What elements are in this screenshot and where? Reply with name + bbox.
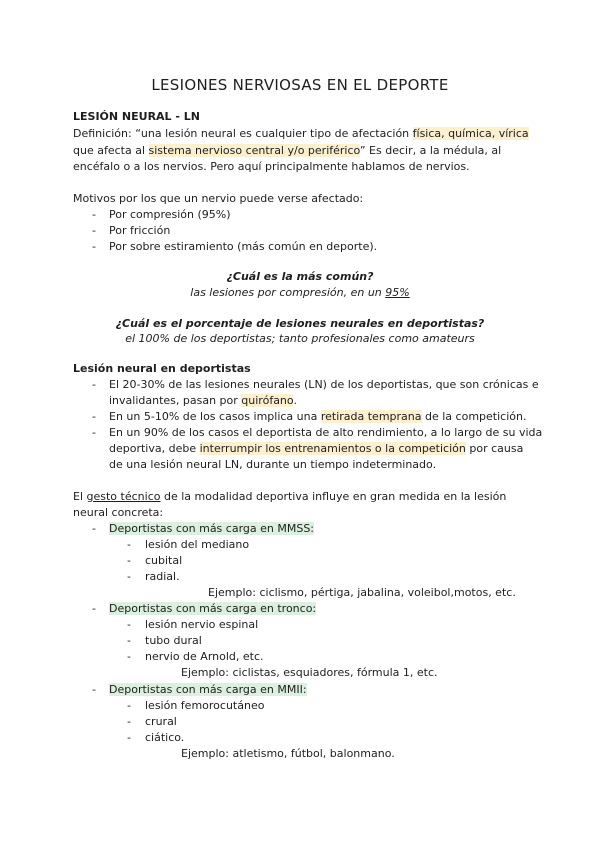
item-text: de la competición. <box>421 410 527 423</box>
bullet-dash: - <box>127 538 131 551</box>
highlight-text: interrumpir los entrenamientos o la competición <box>199 442 466 455</box>
question-2: ¿Cuál es el porcentaje de lesiones neurales en deportistas? <box>115 317 485 330</box>
highlight-text: quirófano <box>241 394 294 407</box>
bullet-dash: - <box>127 618 131 631</box>
bullet-dash: - <box>92 522 96 535</box>
sub-list-item: tubo dural <box>145 634 202 647</box>
bullet-dash: - <box>92 683 96 696</box>
item-text: por causa <box>465 442 524 455</box>
sub-list-item: lesión nervio espinal <box>145 618 259 631</box>
list-item-line <box>109 394 297 408</box>
sub-list-item: radial. <box>145 570 180 583</box>
highlight-text: sistema nervioso central y/o periférico <box>148 144 360 157</box>
section-heading-deportistas: Lesión neural en deportistas <box>73 362 251 375</box>
definition-text: ” Es decir, a la médula, al <box>359 144 502 157</box>
definition-text: que afecta al <box>73 144 149 157</box>
list-item: Por fricción <box>109 224 171 237</box>
item-text: En un 5-10% de los casos implica una <box>109 410 321 423</box>
item-text: . <box>293 394 297 407</box>
bullet-dash: - <box>92 602 96 615</box>
sub-list-item: ciático. <box>145 731 185 744</box>
section-heading-ln: LESIÓN NEURAL - LN <box>73 110 201 123</box>
list-item-line: de una lesión neural LN, durante un tiempo indeterminado. <box>109 458 437 471</box>
definition-line-3: encéfalo o a los nervios. Pero aquí principalmente hablamos de nervios. <box>73 160 470 173</box>
sub-list-item: lesión del mediano <box>145 538 250 551</box>
gesto-text: El <box>73 490 87 503</box>
item-text: deportiva, debe <box>109 442 200 455</box>
answer-2: el 100% de los deportistas; tanto profesionales como amateurs <box>125 332 475 345</box>
example-line: Ejemplo: ciclistas, esquiadores, fórmula 1, etc. <box>181 666 438 679</box>
example-line: Ejemplo: ciclismo, pértiga, jabalina, voleibol,motos, etc. <box>208 586 516 599</box>
underlined-percent: 95% <box>385 286 410 299</box>
bullet-dash: - <box>127 650 131 663</box>
definition-line-2 <box>73 144 501 158</box>
bullet-dash: - <box>92 410 96 423</box>
definition-text: Definición: “una lesión neural es cualquier tipo de afectación <box>73 127 413 140</box>
sub-list-item: lesión femorocutáneo <box>145 699 265 712</box>
group-label-mmss <box>109 522 314 536</box>
underlined-text: gesto técnico <box>86 490 161 503</box>
highlight-text: física, química, vírica <box>412 127 529 140</box>
highlight-text: Deportistas con más carga en MMII: <box>109 683 307 696</box>
list-item: Por sobre estiramiento (más común en deporte). <box>109 240 378 253</box>
list-item: Por compresión (95%) <box>109 208 231 221</box>
gesto-line-2: neural concreta: <box>73 506 164 519</box>
page-title: LESIONES NERVIOSAS EN EL DEPORTE <box>151 76 449 94</box>
highlight-text: Deportistas con más carga en MMSS: <box>109 522 315 535</box>
bullet-dash: - <box>127 715 131 728</box>
list-item-line <box>109 442 523 456</box>
bullet-dash: - <box>127 554 131 567</box>
group-label-tronco <box>109 602 316 616</box>
question-1: ¿Cuál es la más común? <box>226 270 374 283</box>
list-item-line: En un 90% de los casos el deportista de alto rendimiento, a lo largo de su vida <box>109 426 543 439</box>
bullet-dash: - <box>92 224 96 237</box>
highlight-text: retirada temprana <box>320 410 422 423</box>
definition-line-1 <box>73 127 529 141</box>
highlight-text: Deportistas con más carga en tronco: <box>109 602 317 615</box>
group-label-mmii <box>109 683 307 697</box>
bullet-dash: - <box>127 731 131 744</box>
bullet-dash: - <box>127 570 131 583</box>
list-item-line: El 20-30% de las lesiones neurales (LN) de los deportistas, que son crónicas e <box>109 378 539 391</box>
bullet-dash: - <box>92 240 96 253</box>
sub-list-item: nervio de Arnold, etc. <box>145 650 264 663</box>
bullet-dash: - <box>127 634 131 647</box>
bullet-dash: - <box>92 208 96 221</box>
item-text: invalidantes, pasan por <box>109 394 242 407</box>
example-line: Ejemplo: atletismo, fútbol, balonmano. <box>181 747 395 760</box>
motivos-intro: Motivos por los que un nervio puede verse afectado: <box>73 192 364 205</box>
answer-text: las lesiones por compresión, en un <box>190 286 386 299</box>
sub-list-item: crural <box>145 715 177 728</box>
list-item-line <box>109 410 526 424</box>
bullet-dash: - <box>92 426 96 439</box>
sub-list-item: cubital <box>145 554 183 567</box>
bullet-dash: - <box>92 378 96 391</box>
bullet-dash: - <box>127 699 131 712</box>
gesto-text: de la modalidad deportiva influye en gran medida en la lesión <box>160 490 507 503</box>
gesto-line-1 <box>73 490 506 504</box>
answer-1 <box>0 286 600 300</box>
